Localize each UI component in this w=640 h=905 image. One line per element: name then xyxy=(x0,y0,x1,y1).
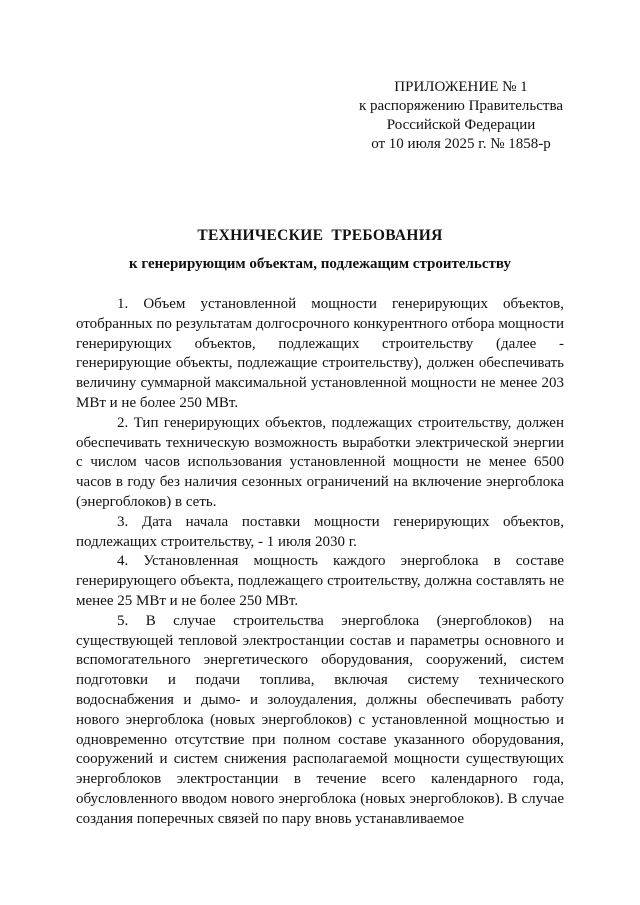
document-title xyxy=(76,226,564,274)
annex-authority: Российской Федерации xyxy=(386,117,536,133)
paragraph-4: 4. Установленная мощность каждого энергоблока в составе генерирующего объекта, подлежащего строительству, должна составлять не менее 25 МВт и не более 250 МВт. xyxy=(76,553,564,609)
annex-number: ПРИЛОЖЕНИЕ № 1 xyxy=(394,79,528,95)
annex-reference: к распоряжению Правительства xyxy=(358,98,563,114)
paragraph-1: 1. Объем установленной мощности генерирующих объектов, отобранных по результатам долгосрочного конкурентного отбора мощности генерирующих объектов, подлежащих строительству (далее - генерирующие объекты, подлежащие строительству), должен обеспечивать величину суммарной максимальной установленной мощности не менее 203 МВт и не более 250 МВт. xyxy=(76,296,564,411)
title-main: ТЕХНИЧЕСКИЕ ТРЕБОВАНИЯ xyxy=(197,227,443,244)
annex-date: от 10 июля 2025 г. № 1858-р xyxy=(371,136,551,152)
title-subtitle: к генерирующим объектам, подлежащим строительству xyxy=(129,256,511,272)
paragraph-5: 5. В случае строительства энергоблока (энергоблоков) на существующей тепловой электростанции состав и параметры основного и вспомогательного энергетического оборудования, сооружений, систем подготовки и подачи топлива, включая систему технического водоснабжения и дымо- и золоудаления, должны обеспечивать работу нового энергоблока (новых энергоблоков) с установленной мощностью и одновременно отсутствие при полном составе указанного оборудования, сооружений и систем снижения располагаемой мощности существующих энергоблоков электростанции в течение всего календарного года, обусловленного вводом нового энергоблока (новых энергоблоков). В случае создания поперечных связей по пару вновь устанавливаемое xyxy=(76,612,564,827)
document-body xyxy=(76,295,564,830)
paragraph-3: 3. Дата начала поставки мощности генерирующих объектов, подлежащих строительству, - 1 июля 2030 г. xyxy=(76,513,564,550)
paragraph-2: 2. Тип генерирующих объектов, подлежащих строительству, должен обеспечивать техническую возможность выработки электрической энергии с числом часов использования установленной мощности не менее 6500 часов в году без наличия сезонных ограничений на включение энергоблока (энергоблоков) в сеть. xyxy=(76,414,564,510)
annex-header xyxy=(330,78,592,154)
